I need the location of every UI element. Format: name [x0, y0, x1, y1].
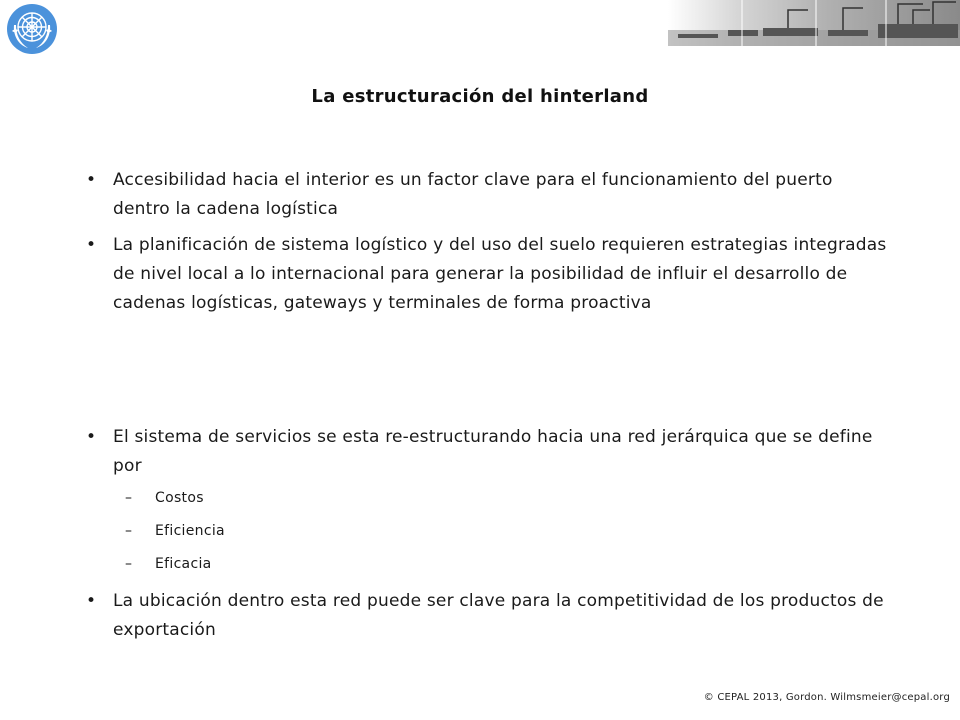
bullet-text: La planificación de sistema logístico y del uso del suelo requieren estrategias integradas de nivel local a lo internacional para generar la posibilidad de influir el desarrollo de cadenas logísticas, gateways y terminales de forma proactiva [113, 235, 887, 313]
bullet-symbol: • [86, 170, 97, 190]
bullet-item [86, 423, 893, 481]
bullet-symbol: • [86, 427, 97, 447]
bullet-item [86, 231, 893, 318]
un-emblem-icon [6, 3, 58, 55]
sub-item [125, 520, 855, 542]
dash-symbol: – [125, 556, 133, 572]
sub-item-text: Eficacia [155, 556, 212, 572]
bullet-text: El sistema de servicios se esta re-estructurando hacia una red jerárquica que se define por [113, 427, 873, 476]
bullet-text: La ubicación dentro esta red puede ser clave para la competitividad de los productos de exportación [113, 591, 884, 640]
bullet-text: Accesibilidad hacia el interior es un factor clave para el funcionamiento del puerto dentro la cadena logística [113, 170, 833, 219]
sub-item [125, 553, 855, 575]
dash-symbol: – [125, 523, 133, 539]
port-photo-strip [668, 0, 960, 46]
bullet-symbol: • [86, 235, 97, 255]
dash-symbol: – [125, 490, 133, 506]
footer-copyright: © CEPAL 2013, Gordon. Wilmsmeier@cepal.org [703, 692, 950, 703]
sub-item [125, 487, 855, 509]
bullet-item [86, 587, 893, 645]
bullet-item [86, 166, 893, 224]
sub-item-text: Costos [155, 490, 204, 506]
slide-title: La estructuración del hinterland [311, 86, 649, 107]
bullet-symbol: • [86, 591, 97, 611]
sub-item-text: Eficiencia [155, 523, 225, 539]
